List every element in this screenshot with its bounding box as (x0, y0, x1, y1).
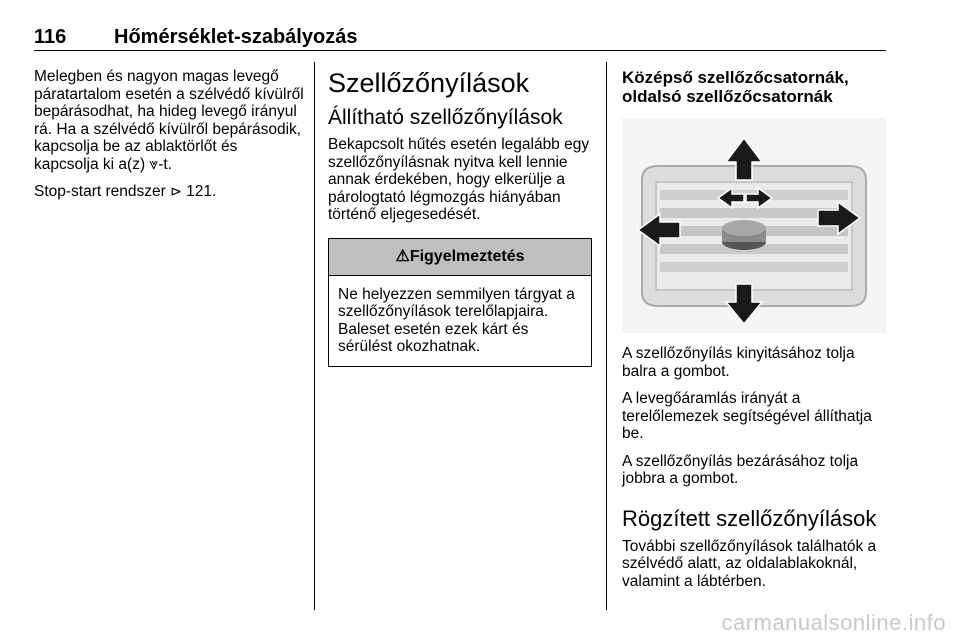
wiper-icon: ⩔ (149, 155, 159, 173)
warning-title: Figyelmeztetés (409, 247, 525, 265)
column-middle (328, 68, 592, 367)
page-ref-arrow-icon: ⊳ (170, 183, 182, 199)
page-number: 116 (34, 26, 67, 48)
air-vent-figure (622, 118, 886, 333)
warning-icon: ⚠ (395, 247, 410, 265)
warning-body (329, 276, 591, 366)
paragraph-open-vent: A szellőzőnyílás kinyitásához tolja balra a gombot. (622, 345, 855, 380)
warning-header (329, 239, 591, 276)
chapter-title: Hőmérséklet-szabályozás (114, 26, 358, 48)
paragraph-cooling: Bekapcsolt hűtés esetén legalább egy szellőzőnyílásnak nyitva kell lennie annak érdekében, hogy elkerülje a párologtató légmozgás hiányában történő eljegesedését. (328, 136, 590, 223)
column-divider-1 (314, 62, 315, 610)
fixed-vents-heading: Rögzített szellőzőnyílások (622, 505, 877, 531)
air-vent-illustration (622, 118, 886, 333)
section-title: Szellőzőnyílások (328, 68, 530, 98)
page-header (34, 26, 886, 51)
page-ref-link[interactable]: 121. (181, 183, 217, 200)
section-subtitle: Állítható szellőzőnyílások (328, 106, 563, 129)
watermark-logo: carmanualsonline.info (721, 610, 946, 635)
paragraph-airflow-direction: A levegőáramlás irányát a terelőlemezek segítségével állíthatja be. (622, 390, 872, 442)
paragraph-stop-start: Stop-start rendszer ⊳ 121. (34, 183, 217, 200)
paragraph-fixed-vents: További szellőzőnyílások találhatók a szélvédő alatt, az oldalablakoknál, valamint a lábtérben. (622, 537, 877, 590)
paragraph-defog: Melegben és nagyon magas levegő páratartalom esetén a szélvédő kívülről bepárásodhat, ha hideg levegő irányul rá. Ha a szélvédő kívülről bepárásodik, kapcsolja be az ablaktörlőt és kapcsolja ki a(z) ⩔-t. (34, 68, 304, 173)
column-divider-2 (606, 62, 607, 610)
warning-box (328, 238, 592, 367)
column-left (34, 68, 304, 211)
warning-text: Ne helyezzen semmilyen tárgyat a szellőzőnyílások terelőlapjaira. Baleset esetén ezek kárt és sérülést okozhatnak. (338, 285, 575, 355)
column-right (622, 68, 890, 600)
vents-heading: Középső szellőzőcsatornák, oldalsó szellőzőcsatornák (622, 68, 849, 106)
paragraph-close-vent: A szellőzőnyílás bezárásához tolja jobbra a gombot. (622, 452, 859, 487)
